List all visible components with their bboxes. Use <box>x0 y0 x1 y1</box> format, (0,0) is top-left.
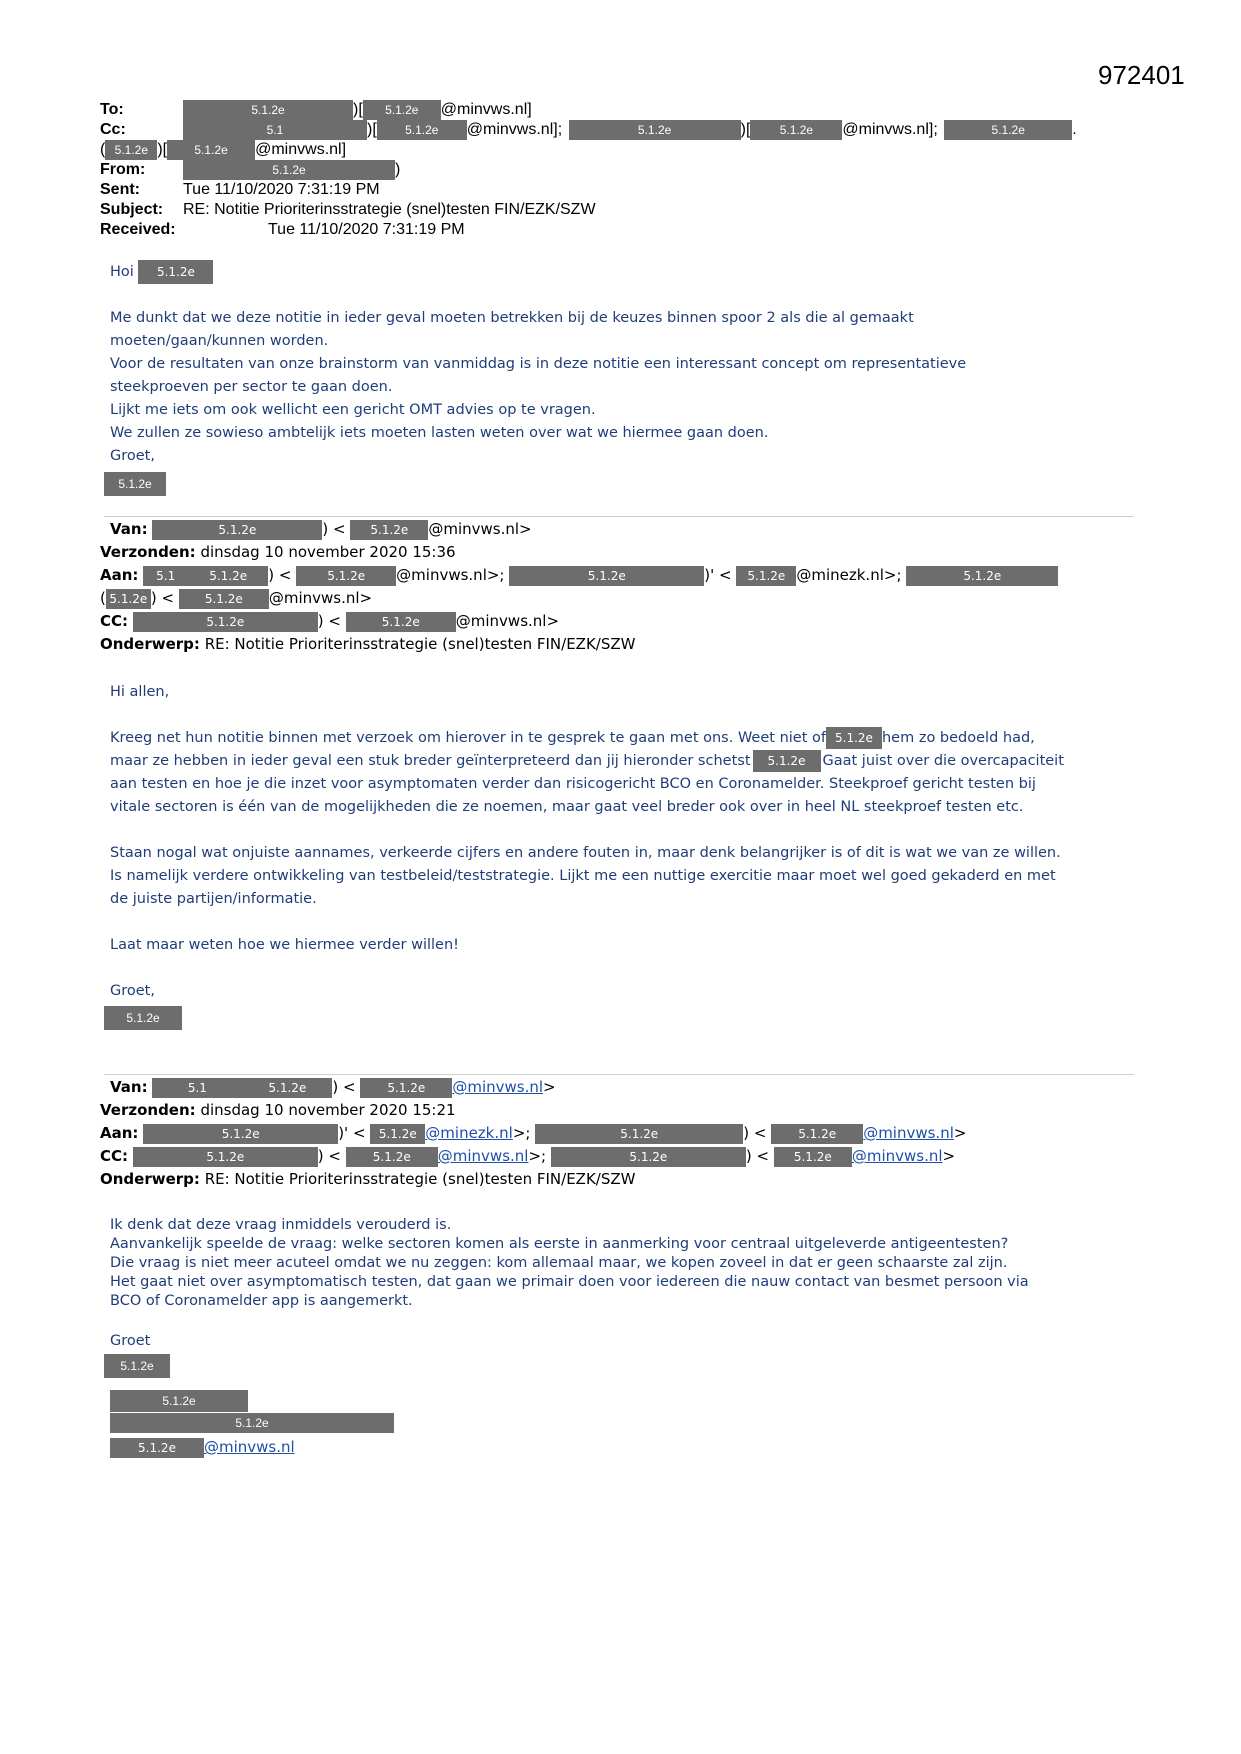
onderwerp-label: Onderwerp: <box>100 635 200 653</box>
message3-line: Aanvankelijk speelde de vraag: welke sectoren komen als eerste in aanmerking voor centraal uitgeleverde antigeentesten? <box>110 1236 1009 1252</box>
redaction: 5.1.2e <box>242 1078 332 1098</box>
message2-line: vitale sectoren is één van de mogelijkheden die ze noemen, maar gaat veel breder ook over in heel NL steekproef testen etc. <box>110 799 1024 815</box>
message3-closing: Groet <box>110 1333 151 1349</box>
redaction: 5.1.2e <box>188 566 268 586</box>
signature-block-line2 <box>110 1413 394 1433</box>
message2-line: Staan nogal wat onjuiste aannames, verkeerde cijfers en andere fouten in, maar denk belangrijker is of dit is wat we van ze willen. <box>110 845 1061 861</box>
message2-line: aan testen en hoe je die inzet voor asymptomaten verder dan risicogericht BCO en Coronamelder. Steekproef gericht testen bij <box>110 776 1036 792</box>
email-suffix: @minvws.nl>; <box>396 566 505 584</box>
header-subject-row <box>100 200 163 220</box>
email-suffix: @minvws.nl> <box>428 520 532 538</box>
redaction: 5.1.2e <box>104 1354 170 1378</box>
redaction: 5.1.2e <box>106 589 151 609</box>
forward1-van-row: Van: 5.1.2e ) < 5.1.2e @minvws.nl> <box>110 520 532 538</box>
onderwerp-label: Onderwerp: <box>100 1170 200 1188</box>
redaction: 5.1.2e <box>105 140 157 160</box>
forward1-aan-continuation: ( 5.1.2e ) < 5.1.2e @minvws.nl> <box>100 589 373 607</box>
message1-line: Voor de resultaten van onze brainstorm van vanmiddag is in deze notitie een interessant concept om representatieve <box>110 356 967 372</box>
email-suffix: @minvws.nl]; <box>842 121 938 139</box>
message1-line: moeten/gaan/kunnen worden. <box>110 333 329 349</box>
email-suffix: @minvws.nl]; <box>466 121 563 139</box>
forward2-cc-row: CC: 5.1.2e ) < 5.1.2e @minvws.nl>; 5.1.2e ) < 5.1.2e @minvws.nl> <box>100 1147 956 1165</box>
message1-body <box>110 307 1130 468</box>
redaction: 5.1 <box>152 1078 242 1098</box>
forward1-verzonden-row <box>100 541 456 564</box>
redaction: 5.1.2e <box>363 100 441 120</box>
redaction: 5.1.2e <box>509 566 704 586</box>
verzonden-value: dinsdag 10 november 2020 15:36 <box>200 543 456 561</box>
message2-line <box>110 727 1035 750</box>
subject-value: RE: Notitie Prioriterinsstrategie (snel)testen FIN/EZK/SZW <box>183 201 596 218</box>
sent-value: Tue 11/10/2020 7:31:19 PM <box>183 181 380 198</box>
forward2-onderwerp-row <box>100 1168 635 1191</box>
email-suffix: @minvws.nl] <box>255 141 347 159</box>
email-suffix: @minvws.nl> <box>268 589 373 607</box>
redaction: 5.1.2e <box>133 1147 318 1167</box>
from-label: From: <box>100 161 146 178</box>
verzonden-label: Verzonden: <box>100 1101 196 1119</box>
aan-label: Aan: <box>100 1124 139 1142</box>
message2-signature <box>104 1006 182 1030</box>
redaction: 5.1.2e <box>826 727 882 749</box>
sent-label: Sent: <box>100 181 140 198</box>
divider <box>104 1074 1134 1075</box>
redaction: 5.1.2e <box>569 120 741 140</box>
header-sent-row <box>100 180 140 200</box>
header-from-row <box>100 160 145 180</box>
redaction: 5.1.2e <box>774 1147 852 1167</box>
header-received-row <box>100 220 176 240</box>
email-link[interactable]: @minvws.nl <box>863 1124 954 1142</box>
email-link[interactable]: @minvws.nl <box>204 1438 295 1456</box>
email-suffix: @minvws.nl] <box>440 101 532 119</box>
redaction: 5.1.2e <box>750 120 842 140</box>
email-link[interactable]: @minvws.nl <box>851 1147 943 1165</box>
redaction: 5.1 <box>143 566 188 586</box>
message3-line: Het gaat niet over asymptomatisch testen, dat gaan we primair doen voor iedereen die nauw contact van besmet persoon via <box>110 1274 1029 1290</box>
subject-label: Subject: <box>100 201 164 218</box>
redaction: 5.1.2e <box>110 1438 204 1458</box>
message2-p1-rest <box>110 773 1130 819</box>
redaction: 5.1.2e <box>152 520 322 540</box>
text-segment: Gaat juist over die overcapaciteit <box>822 753 1064 769</box>
message1-line: steekproeven per sector te gaan doen. <box>110 379 393 395</box>
redaction: 5.1.2e <box>296 566 396 586</box>
message3-line: Die vraag is niet meer acuteel omdat we nu zeggen: kom allemaal maar, we kopen zoveel in dat er geen schaarste zal zijn. <box>110 1255 1008 1271</box>
message3-line: Ik denk dat deze vraag inmiddels verouderd is. <box>110 1217 452 1233</box>
message1-line: Me dunkt dat we deze notitie in ieder geval moeten betrekken bij de keuzes binnen spoor 2 als die al gemaakt <box>110 310 914 326</box>
redaction: 5.1.2e <box>143 1124 338 1144</box>
message1-line: Lijkt me iets om ook wellicht een gericht OMT advies op te vragen. <box>110 402 596 418</box>
redaction: 5.1.2e <box>110 1413 394 1433</box>
redaction: 5.1.2e <box>944 120 1072 140</box>
redaction: 5.1.2e <box>346 1147 438 1167</box>
redaction: 5.1.2e <box>771 1124 863 1144</box>
redaction: 5.1.2e <box>138 260 213 284</box>
forward1-cc-row: CC: 5.1.2e ) < 5.1.2e @minvws.nl> <box>100 612 560 630</box>
redaction: 5.1 <box>183 120 367 140</box>
email-link[interactable]: @minezk.nl <box>425 1124 513 1142</box>
signature-block-line3 <box>110 1436 295 1459</box>
message1-greeting <box>110 260 213 284</box>
verzonden-label: Verzonden: <box>100 543 196 561</box>
received-label: Received: <box>100 221 176 238</box>
greeting-text: Hoi <box>110 264 134 280</box>
text-segment: hem zo bedoeld had, <box>881 730 1035 746</box>
onderwerp-value: RE: Notitie Prioriterinsstrategie (snel)testen FIN/EZK/SZW <box>204 1170 636 1188</box>
redaction: 5.1.2e <box>104 472 166 496</box>
forward2-aan-row: Aan: 5.1.2e )' < 5.1.2e @minezk.nl>; 5.1.2e ) < 5.1.2e @minvws.nl> <box>100 1124 967 1142</box>
aan-label: Aan: <box>100 566 139 584</box>
cc-values: 5.1 )[ 5.1.2e @minvws.nl]; 5.1.2e )[ 5.1.2e @minvws.nl]; 5.1.2e . <box>183 120 1077 140</box>
message2-line: de juiste partijen/informatie. <box>110 891 317 907</box>
redaction: 5.1.2e <box>183 100 353 120</box>
message2-p2 <box>110 842 1130 911</box>
email-suffix: @minezk.nl>; <box>796 566 902 584</box>
redaction: 5.1.2e <box>346 612 456 632</box>
email-link[interactable]: @minvws.nl <box>437 1147 529 1165</box>
cc-label: CC: <box>100 1147 129 1165</box>
redaction: 5.1.2e <box>370 1124 425 1144</box>
forward2-van-row: Van: 5.1 5.1.2e ) < 5.1.2e @minvws.nl> <box>110 1078 556 1096</box>
forward2-verzonden-row <box>100 1099 456 1122</box>
document-id: 972401 <box>1098 60 1185 90</box>
redaction: 5.1.2e <box>350 520 428 540</box>
cc-label: Cc: <box>100 121 126 138</box>
redaction: 5.1.2e <box>753 750 821 772</box>
redaction: 5.1.2e <box>535 1124 743 1144</box>
redaction: 5.1.2e <box>551 1147 746 1167</box>
forward1-onderwerp-row <box>100 633 635 656</box>
redaction: 5.1.2e <box>906 566 1058 586</box>
message2-greeting: Hi allen, <box>110 684 170 700</box>
redaction: 5.1.2e <box>736 566 796 586</box>
message3-body <box>110 1216 1130 1311</box>
redaction: 5.1.2e <box>360 1078 452 1098</box>
message3-line: BCO of Coronamelder app is aangemerkt. <box>110 1293 413 1309</box>
text-segment: maar ze hebben in ieder geval een stuk breder geïnterpreteerd dan jij hieronder schetst <box>110 753 751 769</box>
onderwerp-value: RE: Notitie Prioriterinsstrategie (snel)testen FIN/EZK/SZW <box>204 635 636 653</box>
cc-label: CC: <box>100 612 129 630</box>
signature-block-line1 <box>110 1390 248 1412</box>
redaction: 5.1.2e <box>110 1390 248 1412</box>
message1-line: We zullen ze sowieso ambtelijk iets moeten lasten weten over wat we hiermee gaan doen. <box>110 425 769 441</box>
divider <box>104 516 1134 517</box>
cc-continuation: ( 5.1.2e )[ 5.1.2e @minvws.nl] <box>100 141 347 159</box>
van-label: Van: <box>110 520 148 538</box>
message2-p3: Laat maar weten hoe we hiermee verder willen! <box>110 937 459 953</box>
received-value: Tue 11/10/2020 7:31:19 PM <box>268 221 465 238</box>
message2-closing: Groet, <box>110 983 155 999</box>
redaction: 5.1.2e <box>183 160 395 180</box>
header-cc-row <box>100 120 126 140</box>
message2-line: Is namelijk verdere ontwikkeling van testbeleid/teststrategie. Lijkt me een nuttige exercitie maar moet wel goed gekaderd en met <box>110 868 1056 884</box>
message2-line <box>110 750 1064 773</box>
message1-signature <box>104 472 166 496</box>
email-link[interactable]: @minvws.nl <box>452 1078 544 1096</box>
to-values: 5.1.2e )[ 5.1.2e @minvws.nl] <box>183 100 532 120</box>
redaction: 5.1.2e <box>133 612 318 632</box>
header-to-row <box>100 100 124 120</box>
forward1-aan-row: Aan: 5.1 5.1.2e ) < 5.1.2e @minvws.nl>; 5.1.2e )' < 5.1.2e @minezk.nl>; 5.1.2e <box>100 564 1058 587</box>
to-label: To: <box>100 101 124 118</box>
message3-signature <box>104 1354 170 1378</box>
text-segment: Kreeg net hun notitie binnen met verzoek om hierover in te gesprek te gaan met ons. Weet niet of <box>110 730 826 746</box>
from-values: 5.1.2e ) <box>183 160 400 180</box>
van-label: Van: <box>110 1078 148 1096</box>
redaction: 5.1.2e <box>179 589 269 609</box>
message1-line: Groet, <box>110 448 155 464</box>
verzonden-value: dinsdag 10 november 2020 15:21 <box>200 1101 456 1119</box>
redaction: 5.1.2e <box>377 120 467 140</box>
email-suffix: @minvws.nl> <box>455 612 560 630</box>
redaction: 5.1.2e <box>104 1006 182 1030</box>
redaction: 5.1.2e <box>167 140 255 160</box>
